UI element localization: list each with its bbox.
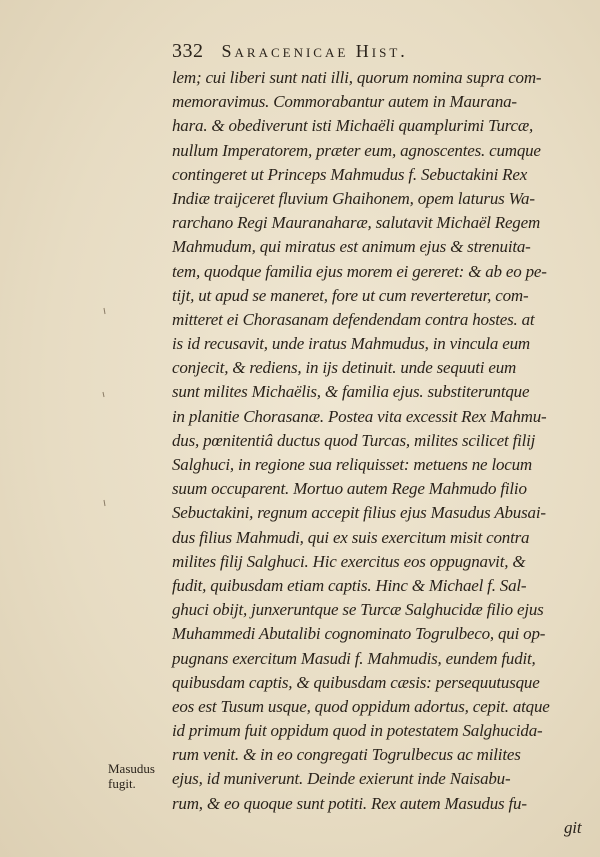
- text-line: is id recusavit, unde iratus Mahmudus, in vincula eum: [172, 334, 531, 354]
- page-header: [172, 40, 532, 66]
- text-line: git: [564, 817, 582, 837]
- text-line: memoravimus. Commorabantur autem in Maurana-: [172, 92, 517, 112]
- text-line: Sebuctakini, regnum accepit filius ejus Masudus Abusai-: [172, 503, 546, 523]
- text-line: Mahmudum, qui miratus est animum ejus & strenuita-: [172, 237, 531, 257]
- text-line: sunt milites Michaëlis, & familia ejus. substiteruntque: [172, 382, 530, 402]
- text-line: in planitie Chorasanæ. Postea vita excessit Rex Mahmu-: [172, 406, 547, 426]
- text-line: rarchano Regi Mauranaharæ, salutavit Michaël Regem: [172, 213, 541, 233]
- text-line: Salghuci, in regione sua reliquisset: metuens ne locum: [172, 455, 532, 474]
- text-line: nullum Imperatorem, præter eum, agnoscentes. cumque: [172, 140, 541, 160]
- text-line: rum venit. & in eo congregati Togrulbecus ac milites: [172, 745, 521, 765]
- text-line: Muhammedi Abutalibi cognominato Togrulbeco, qui op-: [172, 624, 546, 644]
- marginal-note-line: Masudus: [108, 761, 155, 776]
- text-line: ghuci obijt, junxeruntque se Turcæ Salghucidæ filio ejus: [172, 600, 544, 620]
- text-line: dus filius Mahmudi, qui ex suis exercitum misit contra: [172, 527, 530, 547]
- text-line: suum occuparent. Mortuo autem Rege Mahmudo filio: [172, 479, 527, 499]
- text-line: hara. & obediverunt isti Michaëli quamplurimi Turcæ,: [172, 116, 534, 136]
- text-line: rum, & eo quoque sunt potiti. Rex autem Masudus fu-: [172, 793, 527, 813]
- text-line: quibusdam captis, & quibusdam cæsis: persequutusque: [172, 672, 540, 692]
- margin-ink-marks: [98, 300, 110, 540]
- text-line: milites filij Salghuci. Hic exercitus eos oppugnavit, &: [172, 551, 526, 571]
- text-line: Indiæ traijceret fluvium Ghaihonem, opem laturus Wa-: [172, 188, 535, 208]
- page-number: 332: [172, 40, 204, 62]
- text-line: ejus, id muniverunt. Deinde exierunt inde Naisabu-: [172, 769, 511, 789]
- text-line: contingeret ut Princeps Mahmudus f. Sebuctakini Rex: [172, 164, 528, 184]
- marginal-note-line: fugit.: [108, 776, 136, 791]
- text-line: mitteret ei Chorasanam defendendam contra hostes. at: [172, 309, 535, 329]
- running-title: Saracenicae Hist.: [221, 41, 408, 61]
- text-line: pugnans exercitum Masudi f. Mahmudis, eundem fudit,: [172, 648, 536, 668]
- text-line: conjecit, & rediens, in ijs detinuit. unde sequuti eum: [172, 358, 517, 378]
- text-line: lem; cui liberi sunt nati illi, quorum nomina supra com-: [172, 68, 542, 87]
- text-line: tem, quodque familia ejus morem ei gereret: & ab eo pe-: [172, 261, 547, 281]
- text-line: id primum fuit oppidum quod in potestatem Salghucida-: [172, 721, 543, 741]
- marginal-note: [108, 761, 168, 791]
- text-line: fudit, quibusdam etiam captis. Hinc & Michael f. Sal-: [172, 575, 527, 595]
- text-line: tijt, ut apud se maneret, fore ut cum reverteretur, com-: [172, 285, 529, 305]
- text-line: eos est Tusum usque, quod oppidum adortus, cepit. atque: [172, 696, 550, 716]
- body-text: [172, 66, 590, 840]
- text-line: dus, pœnitentiâ ductus quod Turcas, milites scilicet filij: [172, 430, 536, 450]
